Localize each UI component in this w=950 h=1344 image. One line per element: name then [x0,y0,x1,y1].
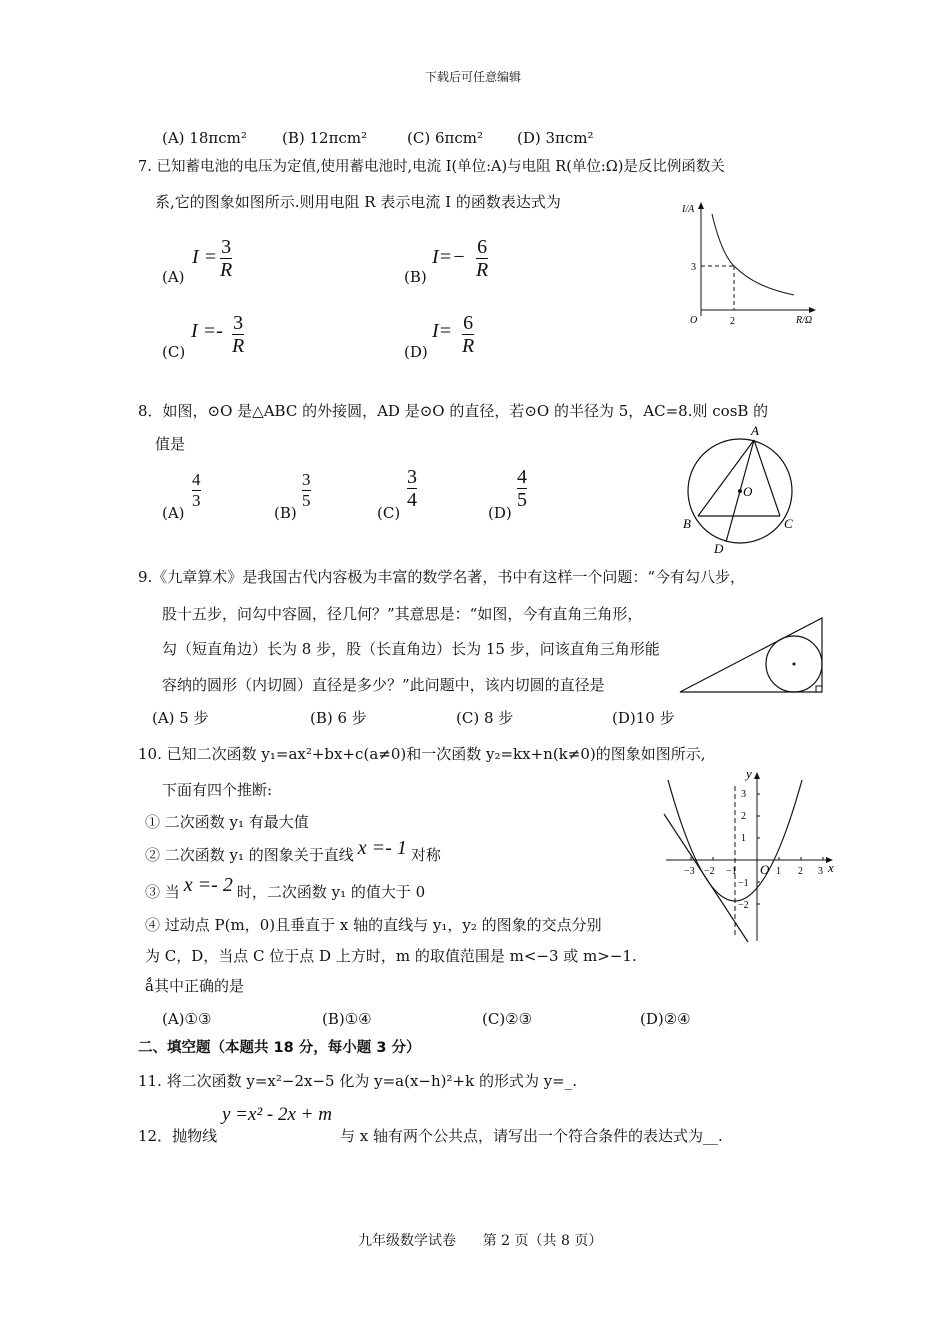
q7-x-arrow [809,307,816,313]
q8-stem-line1: 8．如图，⊙O 是△ABC 的外接圆，AD 是⊙O 的直径，若⊙O 的半径为 5，AC=8.则 cosB 的 [138,402,769,420]
q7-stem-line1: 7. 已知蓄电池的电压为定值,使用蓄电池时,电流 I(单位:A)与电阻 R(单位:Ω)是反比例函数关 [138,159,725,175]
q7-option-b-label: (B) [404,268,427,286]
q10-option-b: (B)①④ [322,1010,372,1028]
q6-option-c: (C) 6πcm² [407,129,483,147]
q8-label-c: C [784,516,793,531]
q9-option-a: (A) 5 步 [152,709,209,727]
q9-triangle-figure [676,612,828,696]
q7-option-b-fraction: 6 R [476,236,489,281]
q7-x-tick: 2 [730,316,735,327]
q10-statement-4b: 为 C，D，当点 C 位于点 D 上方时，m 的取值范围是 m<−3 或 m>−1. [145,947,637,965]
q10-x-tick-3: 3 [818,866,823,877]
q10-function-graph [640,766,840,946]
q7-option-c-fraction: 3 R [232,312,245,357]
q10-y-tick-m2: −2 [738,900,749,911]
q7-option-a-lhs: I = [192,246,218,268]
q10-stem-line1: 10. 已知二次函数 y₁=ax²+bx+c(a≠0)和一次函数 y₂=kx+n(k≠0)的图象如图所示, [138,745,706,763]
q7-option-a-fraction: 3 R [220,236,233,281]
section-2-heading: 二、填空题（本题共 18 分，每小题 3 分） [138,1040,421,1056]
q10-y-tick-1: 1 [741,833,746,844]
q10-x-tick-m3: −3 [684,866,695,877]
q7-option-c-label: (C) [162,343,186,361]
q8-center-dot [738,489,742,493]
q8-label-o: O [743,484,753,499]
q8-option-a-label: (A) [162,504,185,522]
q10-x-tick-2: 2 [798,866,803,877]
q8-option-c-label: (C) [377,504,401,522]
q9-right-triangle [680,618,822,692]
q8-option-a-fraction: 4 3 [192,470,201,510]
q10-y-tick-2: 2 [741,811,746,822]
q9-line-2: 股十五步，问勾中容圆，径几何？”其意思是：“如图，今有直角三角形， [162,605,643,623]
question-11: 11. 将二次函数 y=x²−2x−5 化为 y=a(x−h)²+k 的形式为 y=_. [138,1072,578,1090]
q9-incircle-center [793,663,796,666]
q10-ask: ǻ其中正确的是 [145,977,244,995]
q10-s2-math: x =- 1 [357,837,407,859]
q10-y-tick-m1: −1 [738,878,749,889]
q10-y-tick-3: 3 [741,789,746,800]
q7-stem-line2: 系,它的图象如图所示.则用电阻 R 表示电流 I 的函数表达式为 [155,193,561,211]
q8-circle-figure [676,420,806,560]
q8-stem-line2: 值是 [155,435,186,453]
q10-statement-2: ② 二次函数 y₁ 的图象关于直线 x =- 1 对称 [145,837,441,864]
q9-option-b: (B) 6 步 [310,709,367,727]
q10-statement-4a: ④ 过动点 P(m，0)且垂直于 x 轴的直线与 y₁，y₂ 的图象的交点分别 [145,916,602,934]
q9-line-1: 9.《九章算术》是我国古代内容极为丰富的数学名著，书中有这样一个问题：“今有勾八步， [138,568,745,586]
q10-option-a: (A)①③ [162,1010,212,1028]
q8-side-ac [754,440,780,516]
q7-option-d-lhs: I= [432,320,453,342]
q12-tail: 与 x 轴有两个公共点，请写出一个符合条件的表达式为__. [340,1127,723,1145]
page-header: 下载后可任意编辑 [425,70,522,84]
q10-statement-3: ③ 当 x =- 2 时，二次函数 y₁ 的值大于 0 [145,874,426,901]
q6-option-b: (B) 12πcm² [282,129,368,147]
q8-label-a: A [751,423,759,438]
q7-y-label: I/A [682,204,695,215]
q9-option-c: (C) 8 步 [456,709,514,727]
q10-x-tick-m2: −2 [704,866,715,877]
q10-s3-math: x =- 2 [183,874,233,896]
q7-curve [712,214,794,295]
q10-option-d: (D)②④ [640,1010,691,1028]
q8-option-b-fraction: 3 5 [302,470,311,510]
q9-option-d: (D)10 步 [612,709,675,727]
q12-math: y =x² - 2x + m [222,1104,332,1125]
q7-option-d-fraction: 6 R [462,312,475,357]
q10-y-label: y [746,766,752,781]
q7-origin: O [690,315,698,326]
q8-label-b: B [683,516,691,531]
q8-option-d-label: (D) [488,504,512,522]
q8-option-c-fraction: 3 4 [407,466,417,511]
q7-option-a-label: (A) [162,268,185,286]
q10-x-tick-m1: −1 [726,866,737,877]
q7-option-c-lhs: I =- [191,320,223,342]
q7-option-b-lhs: I=− [432,246,466,268]
q10-y-arrow [754,772,760,779]
q8-option-b-label: (B) [274,504,297,522]
q7-inverse-graph [670,198,830,333]
q9-line-3: 勾（短直角边）长为 8 步，股（长直角边）长为 15 步，问该直角三角形能 [162,640,660,658]
q10-option-c: (C)②③ [482,1010,533,1028]
q12-lead: 12．抛物线 [138,1127,218,1145]
q6-option-a: (A) 18πcm² [162,129,247,147]
q7-x-label: R/Ω [796,315,813,326]
q6-option-d: (D) 3πcm² [517,129,594,147]
q10-statement-1: ① 二次函数 y₁ 有最大值 [145,813,309,831]
q10-origin: O [760,862,770,877]
q10-stem-line2: 下面有四个推断: [162,781,273,799]
q9-right-angle-mark [816,686,822,692]
q9-line-4: 容纳的圆形（内切圆）直径是多少？”此问题中，该内切圆的直径是 [162,676,605,694]
q8-option-d-fraction: 4 5 [517,466,527,511]
q7-option-d-label: (D) [404,343,428,361]
q10-x-tick-1: 1 [776,866,781,877]
q8-label-d: D [714,541,724,556]
q7-y-arrow [698,202,704,209]
q7-y-tick: 3 [691,262,696,273]
page-footer: 九年级数学试卷 第 2 页（共 8 页） [358,1233,603,1249]
q10-x-label: x [828,860,834,875]
